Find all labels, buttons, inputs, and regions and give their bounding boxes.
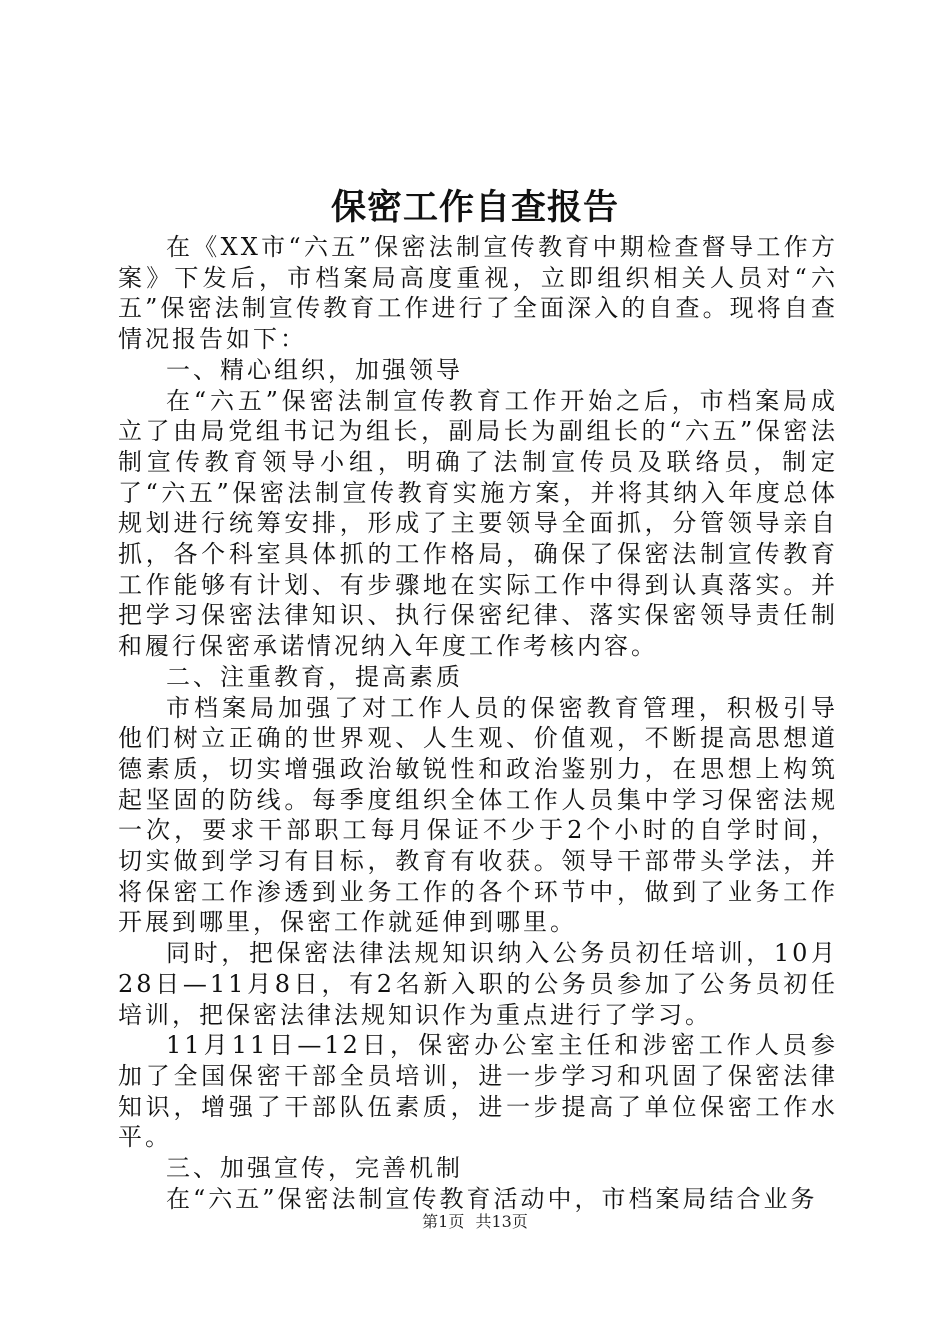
section-3-paragraph: 在“六五”保密法制宣传教育活动中，市档案局结合业务	[166, 1184, 818, 1213]
document-title: 保密工作自查报告	[330, 187, 619, 228]
document-body	[118, 232, 838, 1215]
section-heading-2: 二、注重教育，提高素质	[166, 662, 463, 691]
page-number: 第1页	[422, 1212, 465, 1231]
section-2-paragraph-2: 同时，把保密法律法规知识纳入公务员初任培训，10月28日—11月8日，有2名新入职的公务员参加了公务员初任培训，把保密法律法规知识作为重点进行了学习。	[118, 939, 838, 1029]
page-footer	[0, 1212, 950, 1232]
intro-paragraph: 在《XX市“六五”保密法制宣传教育中期检查督导工作方案》下发后，市档案局高度重视，立即组织相关人员对“六五”保密法制宣传教育工作进行了全面深入的自查。现将自查情况报告如下：	[118, 233, 838, 354]
section-2-paragraph-1: 市档案局加强了对工作人员的保密教育管理，积极引导他们树立正确的世界观、人生观、价值观，不断提高思想道德素质，切实增强政治敏锐性和政治鉴别力，在思想上构筑起坚固的防线。每季度组织全体工作人员集中学习保密法规一次，要求干部职工每月保证不少于2个小时的自学时间，切实做到学习有目标，教育有收获。领导干部带头学法，并将保密工作渗透到业务工作的各个环节中，做到了业务工作开展到哪里，保密工作就延伸到哪里。	[118, 693, 838, 937]
section-heading-1: 一、精心组织，加强领导	[166, 355, 463, 384]
section-2-paragraph-3: 11月11日—12日，保密办公室主任和涉密工作人员参加了全国保密干部全员培训，进一步学习和巩固了保密法律知识，增强了干部队伍素质，进一步提高了单位保密工作水平。	[118, 1031, 838, 1152]
section-1-paragraph: 在“六五”保密法制宣传教育工作开始之后，市档案局成立了由局党组书记为组长，副局长为副组长的“六五”保密法制宣传教育领导小组，明确了法制宣传员及联络员，制定了“六五”保密法制宣传教育实施方案，并将其纳入年度总体规划进行统筹安排，形成了主要领导全面抓，分管领导亲自抓，各个科室具体抓的工作格局，确保了保密法制宣传教育工作能够有计划、有步骤地在实际工作中得到认真落实。并把学习保密法律知识、执行保密纪律、落实保密领导责任制和履行保密承诺情况纳入年度工作考核内容。	[118, 386, 838, 661]
page-total: 共13页	[475, 1212, 528, 1231]
section-heading-3: 三、加强宣传，完善机制	[166, 1154, 463, 1183]
